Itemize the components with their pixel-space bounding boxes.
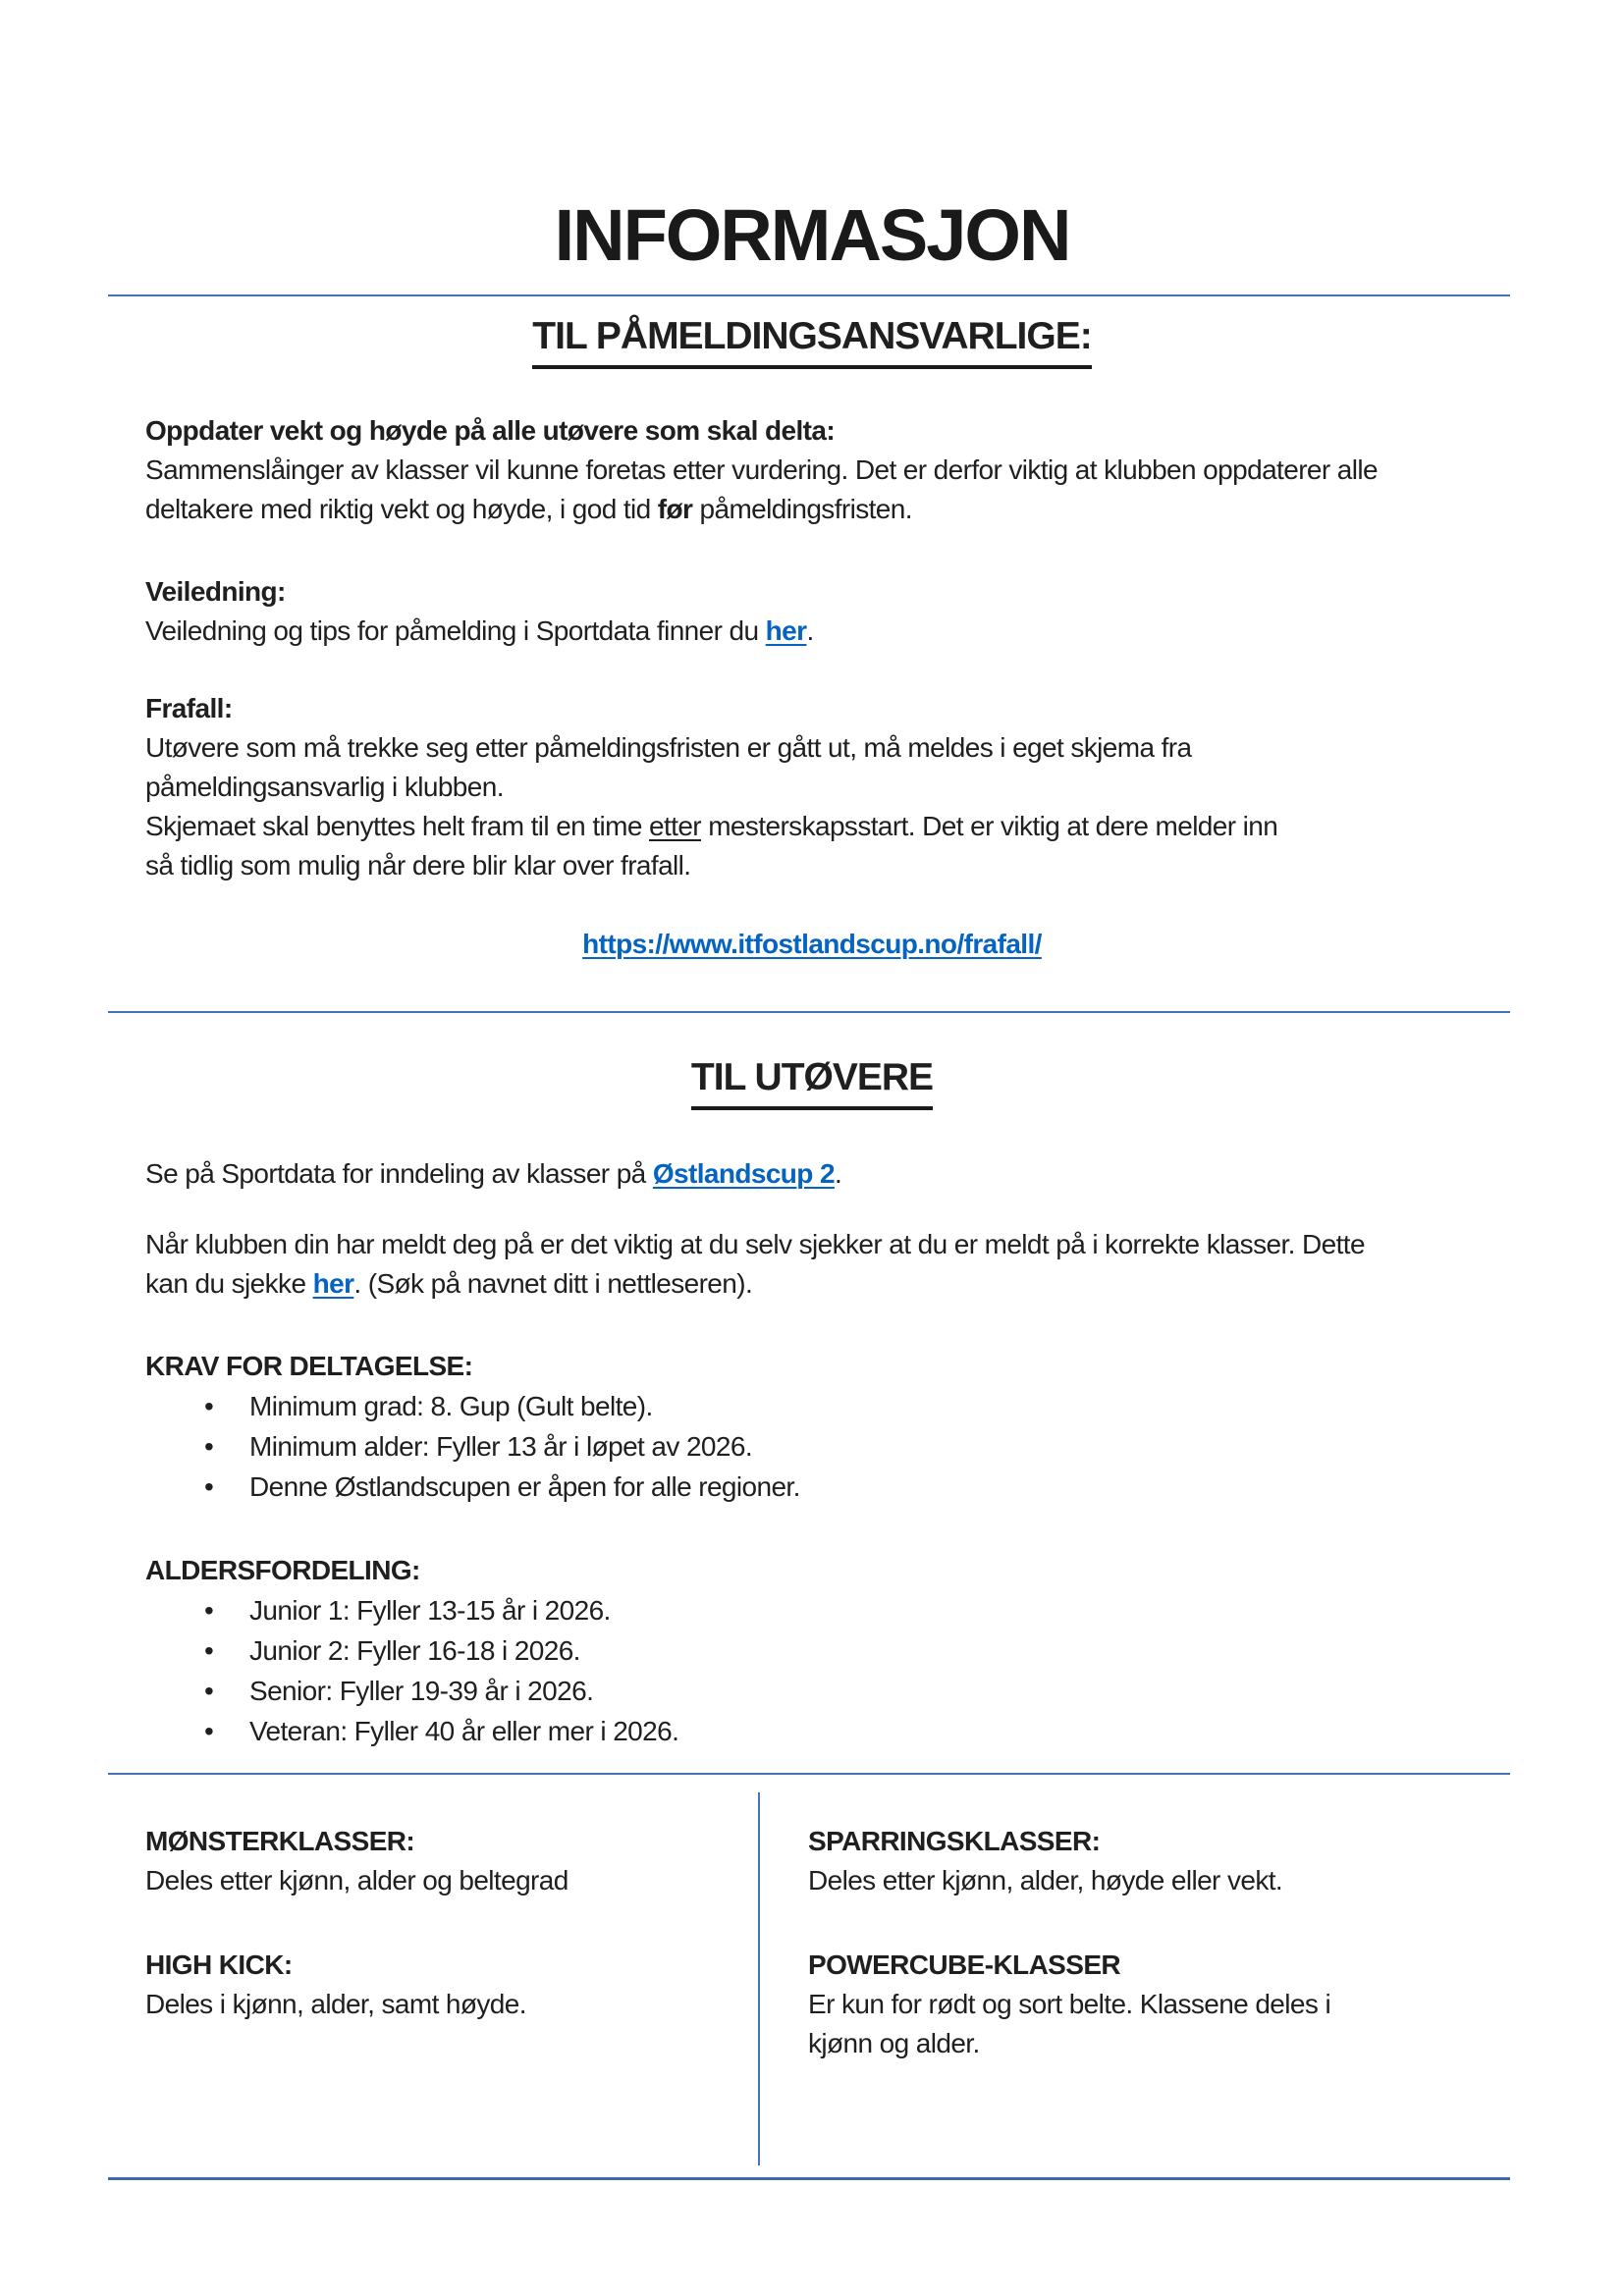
text-run: . (806, 615, 814, 646)
text-run: Se på Sportdata for inndeling av klasser på (145, 1158, 653, 1189)
withdrawal-link-line (0, 925, 1624, 964)
class-description: Deles etter kjønn, alder, høyde eller vekt. (808, 1865, 1283, 1896)
text-run: før (657, 494, 693, 524)
classes-column-right (808, 1822, 1330, 2063)
class-description: Deles i kjønn, alder, samt høyde. (145, 1989, 526, 2019)
section-heading-registrars (0, 311, 1624, 369)
text-run: . (Søk på navnet ditt i nettleseren). (353, 1268, 753, 1299)
text-run: Når klubben din har meldt deg på er det viktig at du selv sjekker at du er meldt på i korrekte klasser. Dette (145, 1229, 1365, 1259)
paragraph-body (145, 1154, 841, 1194)
text-run: Veiledning og tips for påmelding i Sportdata finner du (145, 615, 766, 646)
paragraph-body (145, 728, 1277, 885)
text-run: etter (649, 811, 702, 841)
list-item: • Denne Østlandscupen er åpen for alle regioner. (204, 1467, 800, 1507)
class-description: Deles etter kjønn, alder og beltegrad (145, 1865, 568, 1896)
withdrawal-paragraph (145, 689, 1277, 885)
text-run: Sammenslåinger av klasser vil kunne foretas etter vurdering. Det er derfor viktig at klubben oppdaterer alle (145, 454, 1378, 485)
divider-line-bottom (108, 2177, 1510, 2180)
class-heading: MØNSTERKLASSER: (145, 1826, 415, 1856)
text-run: så tidlig som mulig når dere blir klar over frafall. (145, 850, 691, 881)
text-run: påmeldingsansvarlig i klubben. (145, 772, 504, 802)
class-description: Er kun for rødt og sort belte. Klassene deles i (808, 1989, 1331, 2019)
class-heading: POWERCUBE-KLASSER (808, 1949, 1121, 1980)
page-title: INFORMASJON (554, 194, 1070, 276)
list-item: • Veteran: Fyller 40 år eller mer i 2026. (204, 1711, 678, 1751)
text-run: kan du sjekke (145, 1268, 313, 1299)
class-heading: HIGH KICK: (145, 1949, 293, 1980)
guidance-paragraph (145, 572, 814, 651)
section-heading-text: TIL PÅMELDINGSANSVARLIGE: (532, 311, 1091, 369)
class-description: kjønn og alder. (808, 2028, 980, 2058)
age-groups-heading: ALDERSFORDELING: (145, 1555, 420, 1585)
classes-column-left (145, 1822, 568, 2024)
column-divider-line (758, 1792, 760, 2165)
paragraph-body (145, 1225, 1365, 1304)
paragraph-lead: Oppdater vekt og høyde på alle utøvere som skal delta: (145, 415, 836, 446)
requirements-block (145, 1347, 800, 1507)
text-run: Utøvere som må trekke seg etter påmeldingsfristen er gått ut, må meldes i eget skjema fra (145, 732, 1192, 763)
requirements-list (145, 1386, 800, 1507)
text-run: . (834, 1158, 842, 1189)
inline-link[interactable]: Østlandscup 2 (652, 1158, 835, 1189)
list-item: • Minimum grad: 8. Gup (Gult belte). (204, 1386, 800, 1426)
paragraph-lead: Veiledning: (145, 576, 286, 607)
divider-line-classes (108, 1773, 1510, 1775)
high-kick-block (145, 1946, 568, 2024)
classes-info-paragraph (145, 1154, 841, 1194)
section-heading-athletes (0, 1052, 1624, 1110)
update-weight-paragraph (145, 411, 1378, 529)
age-groups-block (145, 1551, 678, 1751)
list-item: • Minimum alder: Fyller 13 år i løpet av 2026. (204, 1426, 800, 1467)
check-registration-paragraph (145, 1225, 1365, 1304)
age-groups-list (145, 1590, 678, 1751)
divider-line-middle (108, 1011, 1510, 1013)
inline-link[interactable]: her (765, 615, 807, 646)
class-heading: SPARRINGSKLASSER: (808, 1826, 1101, 1856)
inline-link[interactable]: her (312, 1268, 354, 1299)
paragraph-body (145, 451, 1378, 529)
paragraph-lead: Frafall: (145, 693, 233, 723)
list-item: • Senior: Fyller 19-39 år i 2026. (204, 1671, 678, 1711)
sparring-classes-block (808, 1822, 1330, 1900)
section-heading-text: TIL UTØVERE (691, 1052, 933, 1110)
withdrawal-url-link[interactable]: https://www.itfostlandscup.no/frafall/ (582, 929, 1042, 959)
list-item: • Junior 1: Fyller 13-15 år i 2026. (204, 1590, 678, 1630)
divider-line-top (108, 294, 1510, 296)
text-run: påmeldingsfristen. (692, 494, 912, 524)
list-item: • Junior 2: Fyller 16-18 i 2026. (204, 1630, 678, 1671)
pattern-classes-block (145, 1822, 568, 1900)
text-run: mesterskapsstart. Det er viktig at dere melder inn (701, 811, 1278, 841)
powercube-classes-block (808, 1946, 1330, 2063)
text-run: deltakere med riktig vekt og høyde, i god tid (145, 494, 658, 524)
requirements-heading: KRAV FOR DELTAGELSE: (145, 1351, 473, 1381)
text-run: Skjemaet skal benyttes helt fram til en time (145, 811, 649, 841)
paragraph-body (145, 612, 814, 651)
